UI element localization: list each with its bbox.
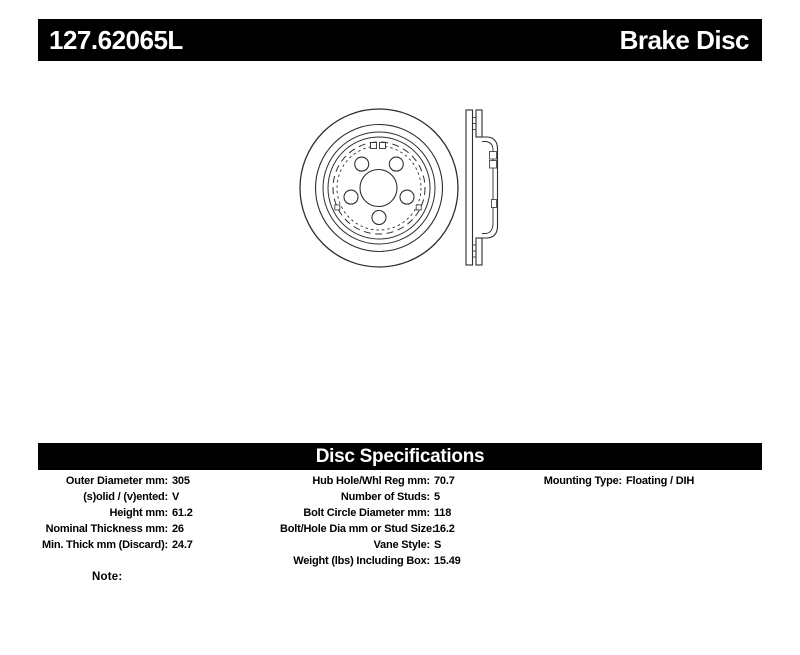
spec-label: Hub Hole/Whl Reg mm:	[312, 475, 430, 487]
spec-row	[280, 489, 461, 505]
part-number: 127.62065L	[49, 24, 183, 55]
spec-row	[280, 505, 461, 521]
spec-label: Bolt/Hole Dia mm or Stud Size:	[280, 523, 436, 535]
spec-label: Mounting Type:	[543, 475, 622, 487]
spec-row	[280, 553, 461, 569]
stud-hole	[389, 157, 403, 171]
spec-row	[480, 473, 694, 489]
brake-disc-side-view	[466, 110, 498, 265]
spec-label: Number of Studs:	[340, 491, 430, 503]
spec-value: V	[172, 491, 180, 503]
brake-disc-drawing	[280, 88, 520, 280]
spec-row	[28, 537, 193, 553]
spec-value: 305	[172, 475, 190, 487]
spec-column-left	[28, 473, 193, 553]
spec-row	[280, 473, 461, 489]
spec-column-middle	[280, 473, 461, 569]
brake-disc-front-view	[300, 109, 458, 267]
stud-hole	[400, 190, 414, 204]
spec-value: 26	[172, 523, 184, 535]
product-name: Brake Disc	[619, 24, 749, 55]
spec-value: 15.49	[434, 555, 461, 567]
spec-row	[280, 537, 461, 553]
spec-label: Min. Thick mm (Discard):	[42, 539, 168, 551]
spec-value: 5	[434, 491, 440, 503]
stud-hole	[372, 211, 386, 225]
spec-row	[28, 489, 193, 505]
spec-row	[280, 521, 461, 537]
header-bar	[38, 19, 762, 61]
hub-bore	[360, 170, 397, 207]
spec-label: Height mm:	[109, 507, 168, 519]
stud-hole	[355, 157, 369, 171]
spec-column-right	[480, 473, 694, 489]
spec-label: Vane Style:	[373, 539, 430, 551]
spec-label: Nominal Thickness mm:	[45, 523, 168, 535]
balance-tab-right	[380, 143, 386, 149]
spec-section-title: Disc Specifications	[315, 445, 485, 467]
spec-row	[28, 521, 193, 537]
spec-value: 61.2	[172, 507, 193, 519]
spec-value: 16.2	[434, 523, 455, 535]
spec-section-bar	[38, 443, 762, 470]
spec-value: Floating / DIH	[626, 475, 695, 487]
spec-row	[28, 505, 193, 521]
spec-label: (s)olid / (v)ented:	[83, 491, 168, 503]
stud-hole	[344, 190, 358, 204]
spec-value: 118	[434, 507, 452, 519]
spec-value: 24.7	[172, 539, 193, 551]
spec-value: 70.7	[434, 475, 455, 487]
spec-label: Bolt Circle Diameter mm:	[303, 507, 430, 519]
note-label: Note:	[92, 571, 123, 583]
spec-row	[28, 473, 193, 489]
spec-value: S	[434, 539, 442, 551]
spec-label: Outer Diameter mm:	[65, 475, 168, 487]
balance-tab-left	[371, 143, 377, 149]
spec-label: Weight (lbs) Including Box:	[293, 555, 430, 567]
